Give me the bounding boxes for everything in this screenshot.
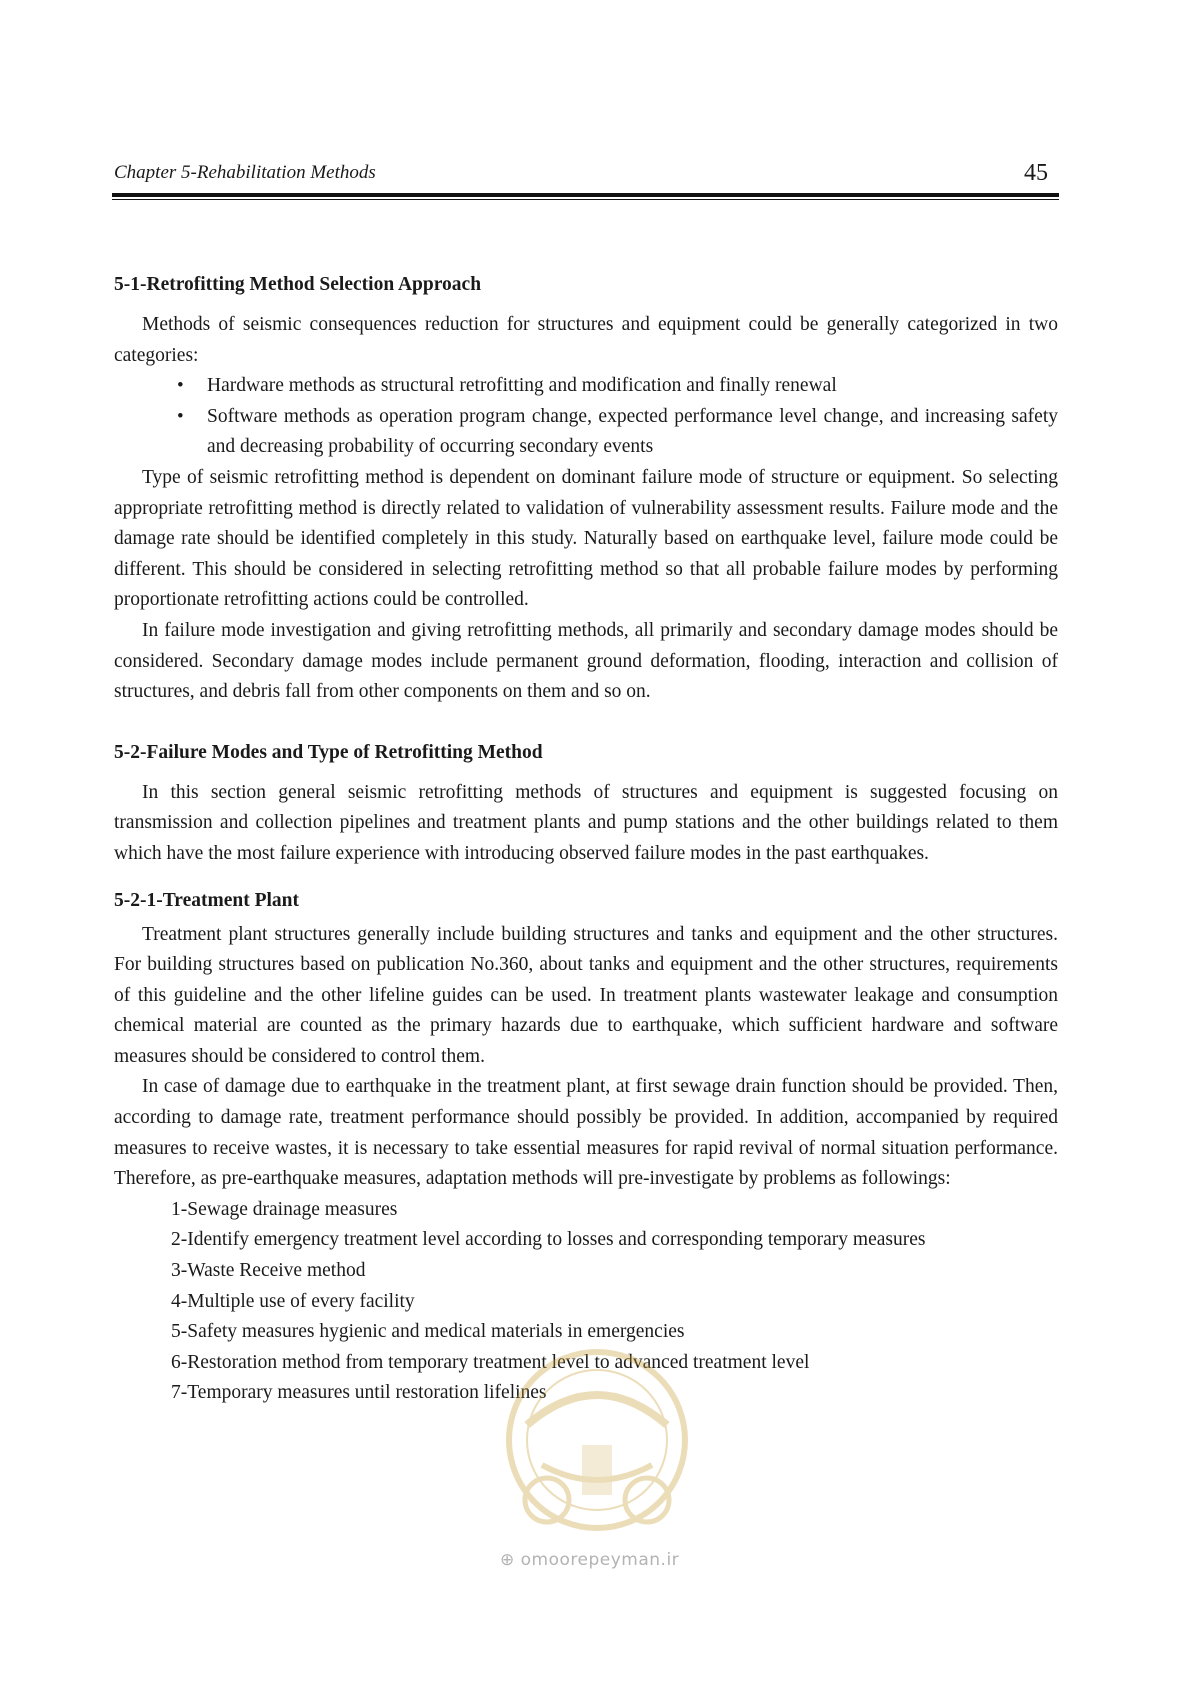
paragraph: Type of seismic retrofitting method is dependent on dominant failure mode of structure or equipment. So selecting appropriate retrofitting method is directly related to validation of vulnerability assessment results. Failure mode and the damage rate should be identified completely in this study. Naturally based on earthquake level, failure mode could be different. This should be considered in selecting retrofitting method so that all probable failure modes by performing proportionate retrofitting actions could be controlled. [114,466,1058,611]
list-item-text: Software methods as operation program change, expected performance level change, and increasing safety and decreasing probability of occurring secondary events [207,405,1058,458]
section-heading-5-2-1: 5-2-1-Treatment Plant [114,889,300,911]
list-item [177,371,1058,402]
header-rule-thick [112,193,1059,197]
globe-icon: ⊕ [500,1550,515,1570]
list-item: 6-Restoration method from temporary treatment level to advanced treatment level [171,1351,810,1373]
bullet-list [114,371,1058,463]
section-heading-5-2: 5-2-Failure Modes and Type of Retrofitting Method [114,741,543,763]
seal-logo-icon [487,1345,707,1545]
paragraph: Methods of seismic consequences reduction for structures and equipment could be generally categorized in two categories: [114,314,1058,366]
list-item: 1-Sewage drainage measures [171,1198,398,1220]
chapter-title: Chapter 5-Rehabilitation Methods [114,162,376,183]
paragraph: Treatment plant structures generally include building structures and tanks and equipment and the other structures. For building structures based on publication No.360, about tanks and equipment and the other structures, requirements of this guideline and the other lifeline guides can be used. In treatment plants wastewater leakage and consumption chemical material are counted as the primary hazards due to earthquake, which sufficient hardware and software measures should be considered to control them. [114,923,1058,1067]
running-header [114,160,1058,186]
paragraph: In this section general seismic retrofitting methods of structures and equipment is suggested focusing on transmission and collection pipelines and treatment plants and pump stations and the other buildings related to them which have the most failure experience with introducing observed failure modes in the past earthquakes. [114,781,1058,864]
list-item-text: Hardware methods as structural retrofitting and modification and finally renewal [207,375,837,397]
paragraph: In failure mode investigation and giving retrofitting methods, all primarily and secondary damage modes should be considered. Secondary damage modes include permanent ground deformation, flooding, interaction and collision of structures, and debris fall from other components on them and so on. [114,619,1058,703]
list-item: 7-Temporary measures until restoration lifelines [171,1382,547,1404]
page-number: 45 [1024,160,1048,186]
list-item: 5-Safety measures hygienic and medical materials in emergencies [171,1321,685,1343]
list-item [177,402,1058,463]
header-rule-thin [112,199,1059,200]
list-item: 4-Multiple use of every facility [171,1290,415,1312]
list-item: 2-Identify emergency treatment level according to losses and corresponding temporary measures [171,1229,926,1251]
watermark-text: ⊕ omoorepeyman.ir [500,1550,680,1570]
list-item: 3-Waste Receive method [171,1260,366,1282]
bullet-icon: • [177,405,184,427]
section-heading-5-1: 5-1-Retrofitting Method Selection Approach [114,274,482,295]
page-body [114,270,1058,1409]
bullet-icon: • [177,375,184,397]
paragraph: In case of damage due to earthquake in the treatment plant, at first sewage drain function should be provided. Then, according to damage rate, treatment performance should possibly be provided. In addition, accompanied by required measures to receive wastes, it is necessary to take essential measures for rapid revival of normal situation performance. Therefore, as pre-earthquake measures, adaptation methods will pre-investigate by problems as followings: [114,1076,1058,1190]
